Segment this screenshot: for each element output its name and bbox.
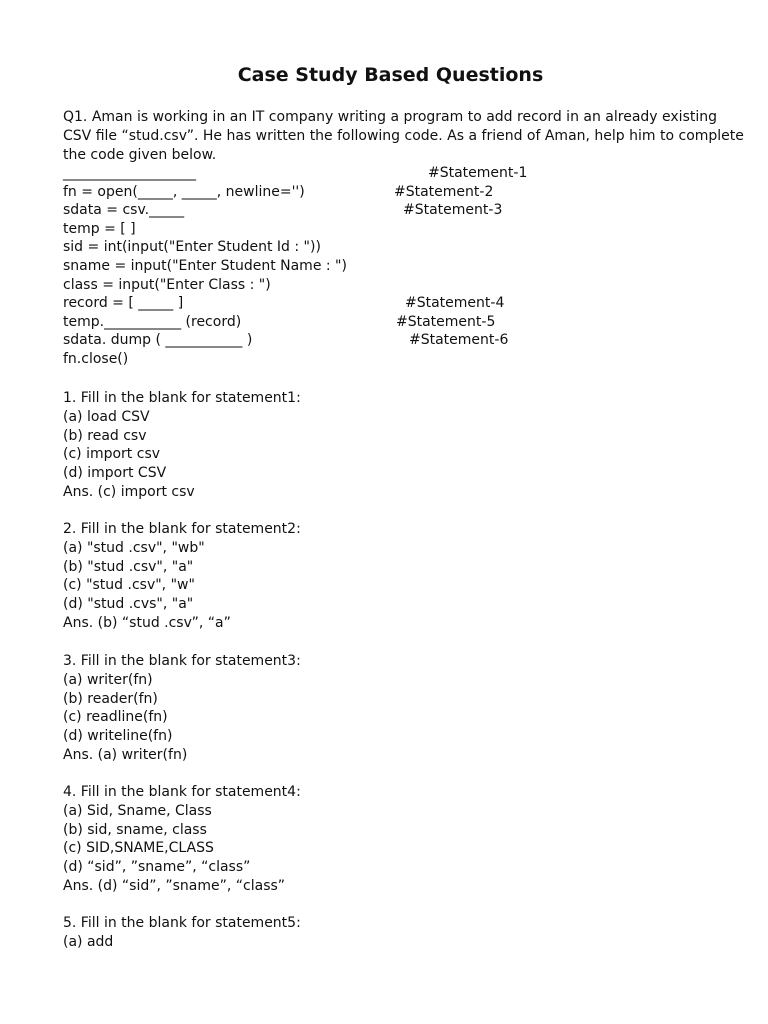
answer-option: (b) "stud .csv", "a" — [63, 558, 194, 575]
answer-option: (a) writer(fn) — [63, 671, 153, 688]
intro-line: Q1. Aman is working in an IT company writing a program to add record in an already existing — [63, 109, 718, 125]
statement-comment: #Statement-4 — [405, 295, 505, 312]
question-1 — [63, 389, 703, 502]
answer-option: (c) import csv — [63, 446, 161, 463]
answer-key: Ans. (d) “sid”, ”sname”, “class” — [63, 877, 286, 894]
question-prompt: 2. Fill in the blank for statement2: — [63, 521, 301, 537]
answer-option: (b) sid, sname, class — [63, 821, 207, 838]
answer-option: (c) SID,SNAME,CLASS — [63, 840, 214, 857]
question-intro — [63, 108, 744, 165]
answer-option: (b) read csv — [63, 427, 147, 444]
answer-option: (a) load CSV — [63, 408, 150, 425]
code-text: sid = int(input("Enter Student Id : ")) — [63, 239, 321, 256]
code-text: record = [ _____ ] — [63, 295, 184, 312]
code-line — [63, 183, 703, 202]
code-line — [63, 257, 703, 276]
question-2 — [63, 520, 703, 633]
code-line — [63, 220, 703, 239]
answer-key: Ans. (c) import csv — [63, 483, 195, 500]
answer-option: (d) "stud .cvs", "a" — [63, 596, 194, 613]
code-line — [63, 313, 703, 332]
code-line — [63, 276, 703, 295]
statement-comment: #Statement-5 — [396, 313, 496, 330]
code-line — [63, 350, 703, 369]
answer-option: (a) "stud .csv", "wb" — [63, 539, 205, 556]
answer-key: Ans. (a) writer(fn) — [63, 746, 188, 763]
code-text: class = input("Enter Class : ") — [63, 276, 271, 293]
code-line — [63, 164, 703, 183]
question-3 — [63, 652, 703, 765]
page-title: Case Study Based Questions — [237, 64, 544, 86]
answer-option: (c) readline(fn) — [63, 709, 168, 726]
question-prompt: 4. Fill in the blank for statement4: — [63, 784, 301, 800]
code-line — [63, 331, 703, 350]
statement-comment: #Statement-3 — [403, 202, 503, 219]
question-prompt: 1. Fill in the blank for statement1: — [63, 390, 301, 406]
answer-option: (d) “sid”, ”sname”, “class” — [63, 859, 251, 876]
code-text: sname = input("Enter Student Name : ") — [63, 257, 347, 274]
code-line — [63, 238, 703, 257]
code-text: sdata = csv._____ — [63, 202, 185, 219]
answer-option: (d) writeline(fn) — [63, 728, 173, 745]
code-text: temp = [ ] — [63, 220, 136, 237]
answer-option: (a) add — [63, 933, 114, 950]
question-5 — [63, 914, 703, 952]
statement-comment: #Statement-1 — [428, 165, 528, 181]
answer-key: Ans. (b) “stud .csv”, “a” — [63, 614, 231, 631]
answer-option: (b) reader(fn) — [63, 690, 158, 707]
question-prompt: 3. Fill in the blank for statement3: — [63, 653, 301, 669]
code-line — [63, 201, 703, 220]
answer-option: (c) "stud .csv", "w" — [63, 577, 195, 594]
code-text: fn.close() — [63, 350, 129, 367]
question-prompt: 5. Fill in the blank for statement5: — [63, 915, 301, 931]
code-text: fn = open(_____, _____, newline='') — [63, 183, 305, 200]
statement-comment: #Statement-6 — [409, 332, 509, 349]
answer-option: (d) import CSV — [63, 465, 167, 482]
code-text: sdata. dump ( ___________ ) — [63, 332, 253, 349]
question-4 — [63, 783, 703, 896]
answer-option: (a) Sid, Sname, Class — [63, 802, 212, 819]
intro-line: CSV file “stud.csv”. He has written the following code. As a friend of Aman, help him to complete — [63, 128, 744, 144]
code-text: temp.___________ (record) — [63, 313, 242, 330]
code-line — [63, 294, 703, 313]
intro-line: the code given below. — [63, 147, 217, 163]
code-block — [63, 164, 703, 369]
statement-comment: #Statement-2 — [394, 183, 494, 200]
code-text: ___________________ — [63, 165, 196, 181]
